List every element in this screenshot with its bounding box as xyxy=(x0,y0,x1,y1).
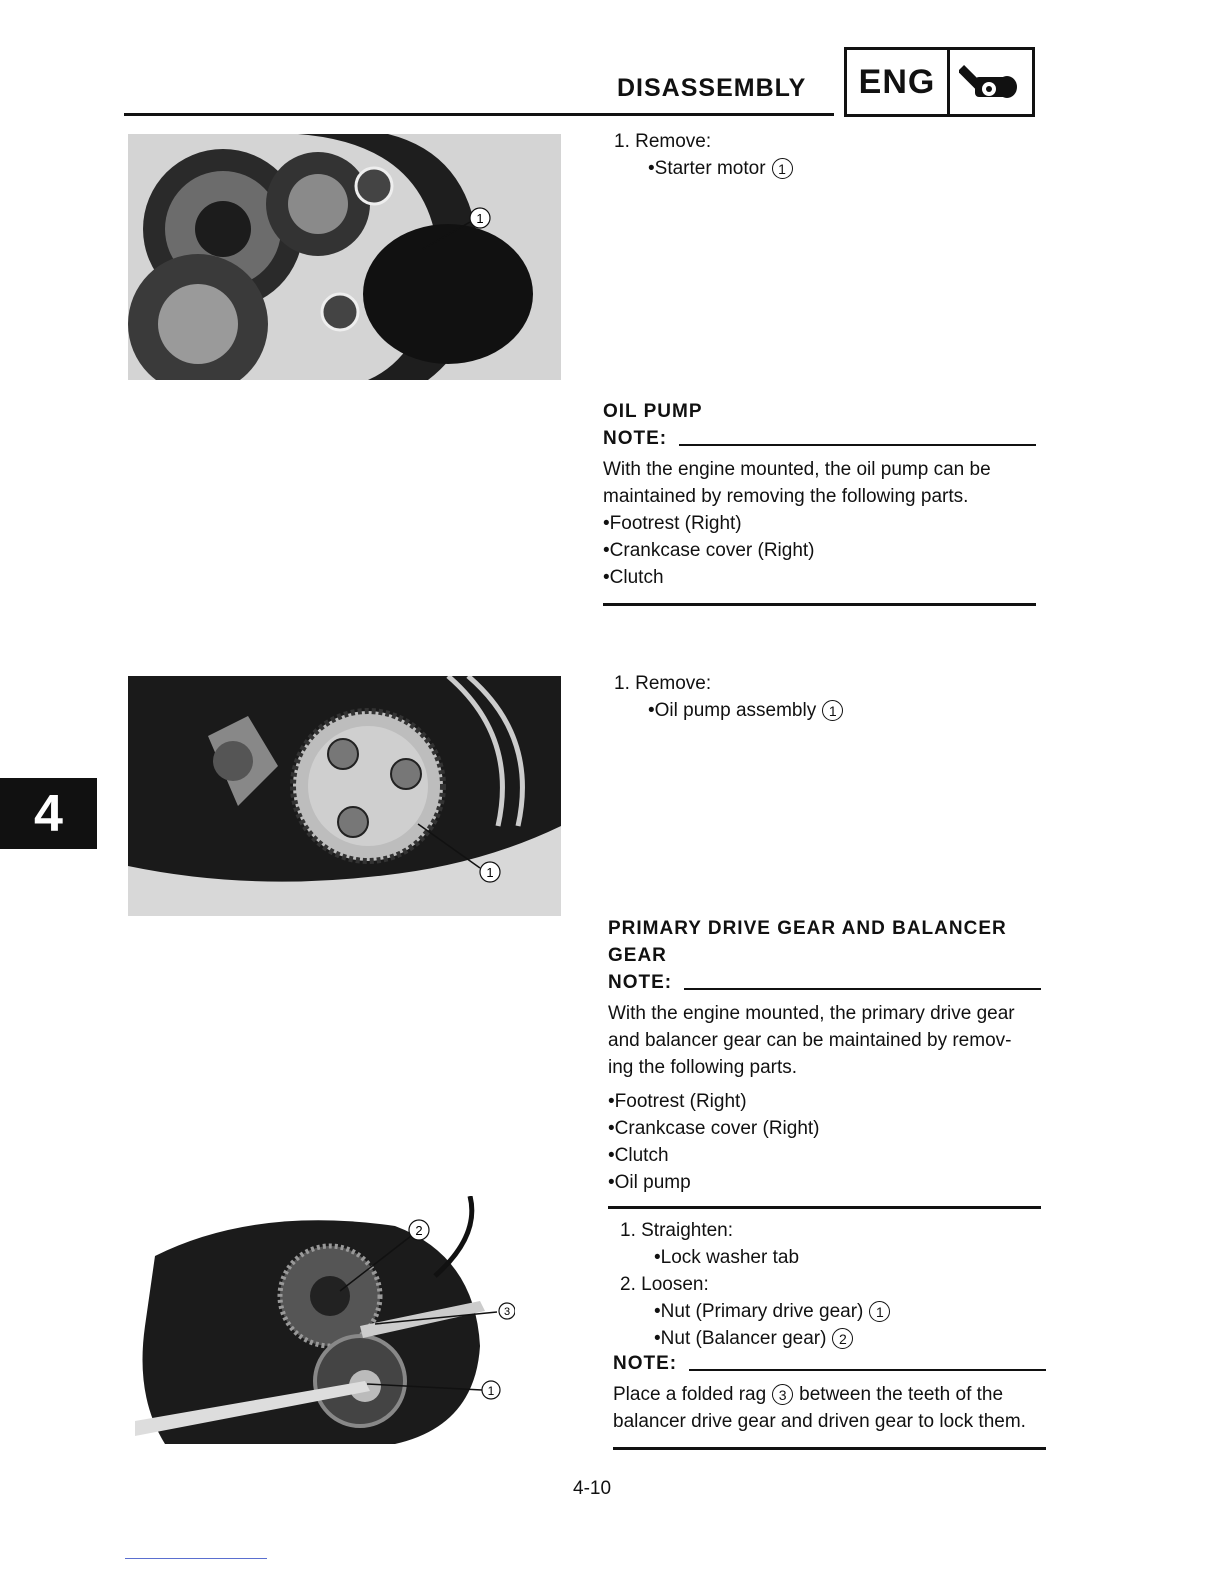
step-label: 1. Straighten: xyxy=(620,1220,734,1241)
reference-number: 1 xyxy=(869,1301,890,1322)
list-item: •Crankcase cover (Right) xyxy=(603,540,815,561)
primary-drive-section xyxy=(608,915,1041,1209)
step-label: 1. Remove: xyxy=(614,131,712,152)
page-title: DISASSEMBLY xyxy=(617,74,807,102)
list-item: •Clutch xyxy=(603,567,664,588)
reference-number: 3 xyxy=(772,1384,793,1405)
oil-pump-photo xyxy=(128,676,561,916)
note-body: With the engine mounted, the primary drive gear and balancer gear can be maintained by remov- ing the following parts. •Footrest (Right) •Crankcase cover (Right) •Clutch •Oil pump xyxy=(608,1000,1041,1196)
photo1-callout: 1 xyxy=(476,211,484,226)
section-heading: OIL PUMP xyxy=(603,401,703,422)
list-item: •Nut (Primary drive gear) 1 xyxy=(620,1298,1045,1325)
list-item: •Clutch xyxy=(608,1145,669,1166)
list-item: •Oil pump xyxy=(608,1172,691,1193)
starter-motor-photo xyxy=(128,134,561,380)
note-header: NOTE: xyxy=(603,425,1036,452)
section-badge xyxy=(844,47,1035,117)
photo2-callout: 1 xyxy=(486,865,494,880)
header-rule xyxy=(124,113,834,116)
section-heading-line: PRIMARY DRIVE GEAR AND BALANCER xyxy=(608,918,1007,939)
section-heading-line: GEAR xyxy=(608,945,667,966)
primary-drive-steps xyxy=(620,1217,1045,1352)
list-item: •Lock washer tab xyxy=(654,1247,800,1268)
reference-number: 2 xyxy=(832,1328,853,1349)
photo3-callout-3: 3 xyxy=(503,1306,511,1318)
note-body: With the engine mounted, the oil pump can be maintained by removing the following parts. •Footrest (Right) •Crankcase cover (Right) •Clutch xyxy=(603,456,1036,591)
section-badge-label: ENG xyxy=(847,50,950,114)
primary-drive-gear-photo xyxy=(135,1196,515,1446)
photo3-callout-1: 1 xyxy=(487,1384,495,1398)
primary-note-2 xyxy=(613,1350,1046,1450)
list-item: •Oil pump assembly 1 xyxy=(614,697,843,724)
list-item: •Footrest (Right) xyxy=(603,513,742,534)
photo3-callout-2: 2 xyxy=(415,1223,423,1238)
note-header: NOTE: xyxy=(608,969,1041,996)
note-header: NOTE: xyxy=(613,1350,1046,1377)
step-remove-starter xyxy=(614,128,793,182)
footer-line xyxy=(125,1558,267,1559)
step-remove-oil-pump xyxy=(614,670,843,724)
list-item: •Footrest (Right) xyxy=(608,1091,747,1112)
note-body: Place a folded rag 3 between the teeth of the balancer drive gear and driven gear to lock them. xyxy=(613,1384,1026,1432)
list-item: •Starter motor 1 xyxy=(614,155,793,182)
list-item: •Crankcase cover (Right) xyxy=(608,1118,820,1139)
note-end-rule xyxy=(613,1447,1046,1450)
step-label: 2. Loosen: xyxy=(620,1274,709,1295)
note-end-rule xyxy=(608,1206,1041,1209)
engine-wrench-icon xyxy=(950,50,1032,114)
step-label: 1. Remove: xyxy=(614,673,712,694)
list-item: •Nut (Balancer gear) 2 xyxy=(620,1325,1045,1352)
page-number: 4-10 xyxy=(573,1478,612,1499)
note-end-rule xyxy=(603,603,1036,606)
reference-number: 1 xyxy=(772,158,793,179)
reference-number: 1 xyxy=(822,700,843,721)
oil-pump-section xyxy=(603,398,1036,606)
chapter-tab: 4 xyxy=(0,778,97,849)
